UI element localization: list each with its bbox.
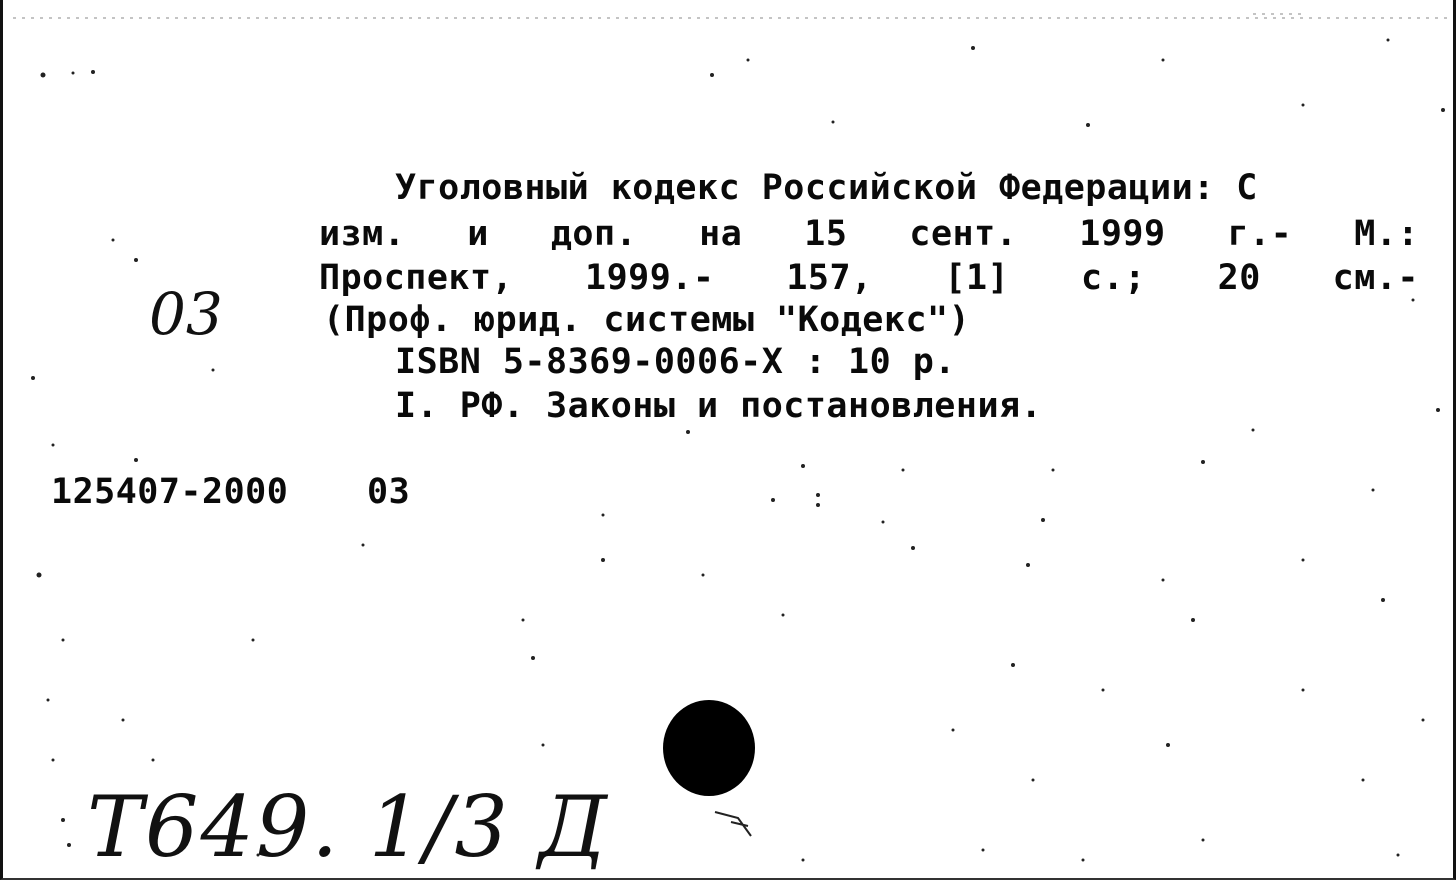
class-code: 03 [367,472,411,512]
entry-word: и [467,214,489,254]
entry-word: М.: [1354,214,1419,254]
entry-word: Проспект, [319,258,514,298]
entry-word: изм. [319,214,406,254]
entry-word: 157, [786,258,873,298]
punch-hole [663,700,755,796]
entry-word: 20 [1217,258,1261,298]
accession-number: 125407-2000 [51,472,289,512]
entry-line-2 [319,214,1419,254]
handwritten-class-code: 03 [149,280,223,348]
entry-word: г.- [1227,214,1293,254]
entry-line-1: Уголовный кодекс Российской Федерации: С [395,168,1258,208]
entry-line-3 [319,258,1419,298]
handwritten-shelfmark: Т649. 1/3 Д [87,778,609,876]
entry-word: 1999.- [585,258,715,298]
entry-word: см.- [1332,258,1419,298]
entry-word: [1] [944,258,1010,298]
entry-word: на [699,214,743,254]
isbn-line: ISBN 5-8369-0006-X : 10 р. [395,342,956,382]
entry-line-4: (Проф. юрид. системы "Кодекс") [323,300,971,340]
entry-word: 15 [804,214,848,254]
entry-word: 1999 [1079,214,1166,254]
entry-word: доп. [550,214,638,254]
entry-word: с.; [1081,258,1146,298]
subject-heading: I. РФ. Законы и постановления. [395,386,1043,426]
entry-word: сент. [909,214,1018,254]
